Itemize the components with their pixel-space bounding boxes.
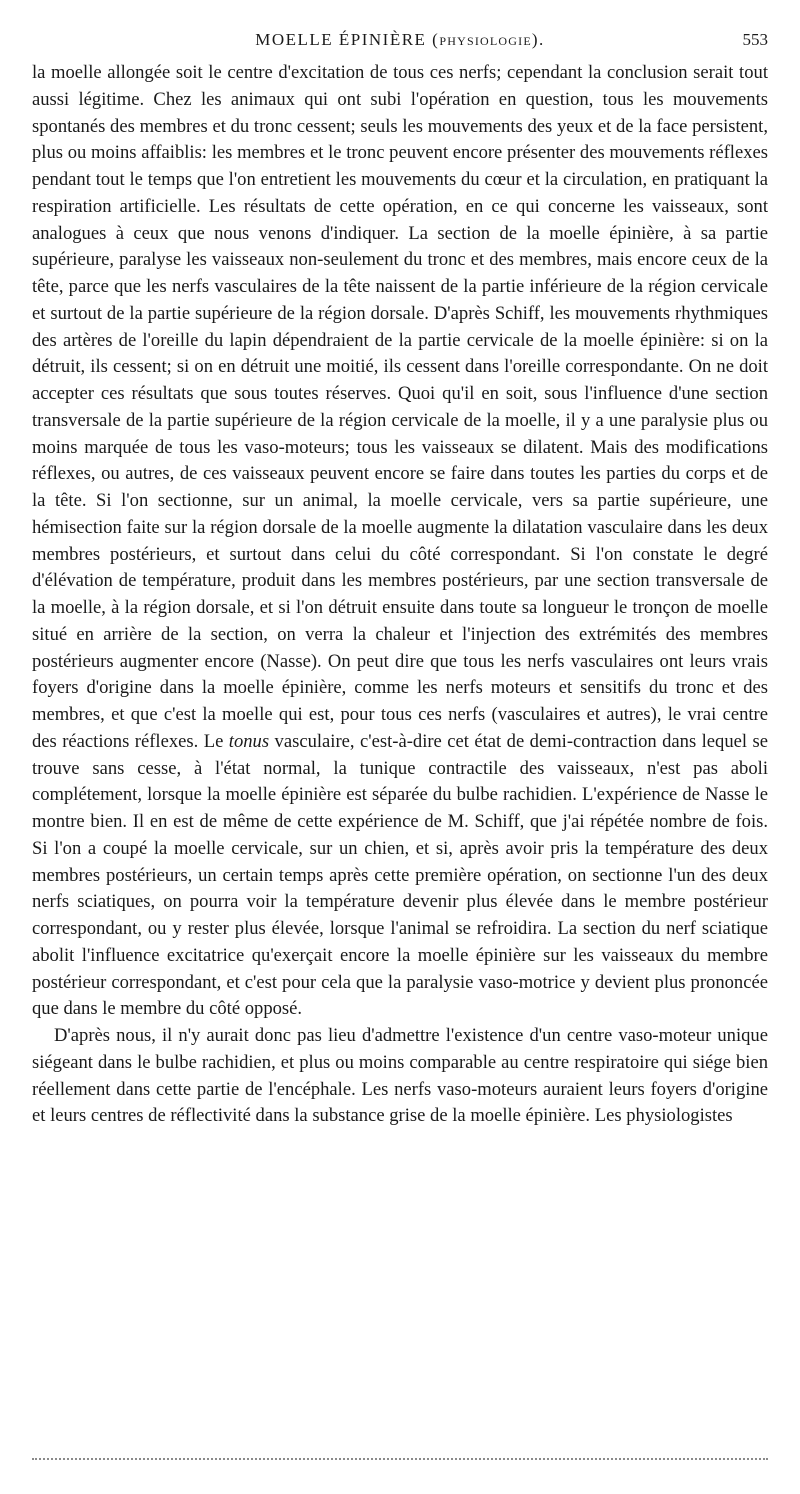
running-header xyxy=(32,28,768,54)
paragraph-1-before: la moelle allongée soit le centre d'excitation de tous ces nerfs; cependant la conclusion serait tout aussi légitime. Chez les animaux qui ont subi l'opération en question, tous les mouvements spontanés des membres et du tronc cessent; seuls les mouvements des yeux et de la face persistent, plus ou moins affaiblis: les membres et le tronc peuvent encore présenter des mouvements réflexes pendant tout le temps que l'on entretient les mouvements du cœur et la circulation, en pratiquant la respiration artificielle. Les résultats de cette opération, en ce qui concerne les vaisseaux, sont analogues à ceux que nous venons d'indiquer. La section de la moelle épinière, à sa partie supérieure, paralyse les vaisseaux non-seulement du tronc et des membres, mais encore ceux de la tête, parce que les nerfs vasculaires de la tête naissent de la partie inférieure de la région cervicale et surtout de la partie supérieure de la région dorsale. D'après Schiff, les mouvements rhythmiques des artères de l'oreille du lapin dépendraient de la partie cervicale de la moelle épinière: si on la détruit, ils cessent; si on en détruit une moitié, ils cessent dans l'oreille correspondante. On ne doit accepter ces résultats que sous toutes réserves. Quoi qu'il en soit, sous l'influence d'une section transversale de la partie supérieure de la région cervicale de la moelle, il y a une paralysie plus ou moins marquée de tous les vaso-moteurs; tous les vaisseaux se dilatent. Mais des modifications réflexes, ou autres, de ces vaisseaux peuvent encore se faire dans toutes les parties du corps et de la tête. Si l'on sectionne, sur un animal, la moelle cervicale, vers sa partie supérieure, une hémisection faite sur la région dorsale de la moelle augmente la dilatation vasculaire dans les deux membres postérieurs, et surtout dans celui du côté correspondant. Si l'on constate le degré d'élévation de température, produit dans les membres postérieurs, par une section transversale de la moelle, à la région dorsale, et si l'on détruit ensuite dans toute sa longueur le tronçon de moelle situé en arrière de la section, on verra la chaleur et l'injection des extrémités des membres postérieurs augmenter encore (Nasse). On peut dire que tous les nerfs vasculaires ont leurs vrais foyers d'origine dans la moelle épinière, comme les nerfs moteurs et sensitifs du tronc et des membres, et que c'est la moelle qui est, pour tous ces nerfs (vasculaires et autres), le vrai centre des réactions réflexes. Le xyxy=(32,62,768,752)
emphasis-tonus: tonus xyxy=(228,730,270,752)
paragraph-1-after: vasculaire, c'est-à-dire cet état de demi-contraction dans lequel se trouve sans cesse, à l'état normal, la tunique contractile des vaisseaux, n'est pas aboli complétement, lorsque la moelle épinière est séparée du bulbe rachidien. L'expérience de Nasse le montre bien. Il en est de même de cette expérience de M. Schiff, que j'ai répétée nombre de fois. Si l'on a coupé la moelle cervicale, sur un chien, et si, après avoir pris la température des deux membres postérieurs, un certain temps après cette première opération, on sectionne l'un des deux nerfs sciatiques, on pourra voir la température devenir plus élevée dans le membre postérieur correspondant, ou y rester plus élevée, lorsque l'animal se refroidira. La section du nerf sciatique abolit l'influence excitatrice qu'exerçait encore la moelle épinière sur les vaisseaux du membre postérieur correspondant, et c'est pour cela que la paralysie vaso-motrice y devient plus prononcée que dans le membre du côté opposé. xyxy=(32,730,769,1020)
document-page xyxy=(32,28,768,1130)
running-title-main: MOELLE ÉPINIÈRE ( xyxy=(255,30,440,49)
page-number: 553 xyxy=(742,30,768,49)
paragraph-1 xyxy=(32,60,768,1023)
body-text xyxy=(32,60,768,1130)
footer-dotted-rule xyxy=(32,1458,768,1460)
paragraph-2: D'après nous, il n'y aurait donc pas lieu d'admettre l'existence d'un centre vaso-moteur unique siégeant dans le bulbe rachidien, et plus ou moins comparable au centre respiratoire qui siége bien réellement dans cette partie de l'encéphale. Les nerfs vaso-moteurs auraient leurs foyers d'origine et leurs centres de réflectivité dans la substance grise de la moelle épinière. Les physiologistes xyxy=(32,1025,768,1127)
running-title-small-caps: PHYSIOLOGIE xyxy=(439,34,532,48)
running-title xyxy=(32,30,768,50)
running-title-end: ). xyxy=(531,30,545,49)
